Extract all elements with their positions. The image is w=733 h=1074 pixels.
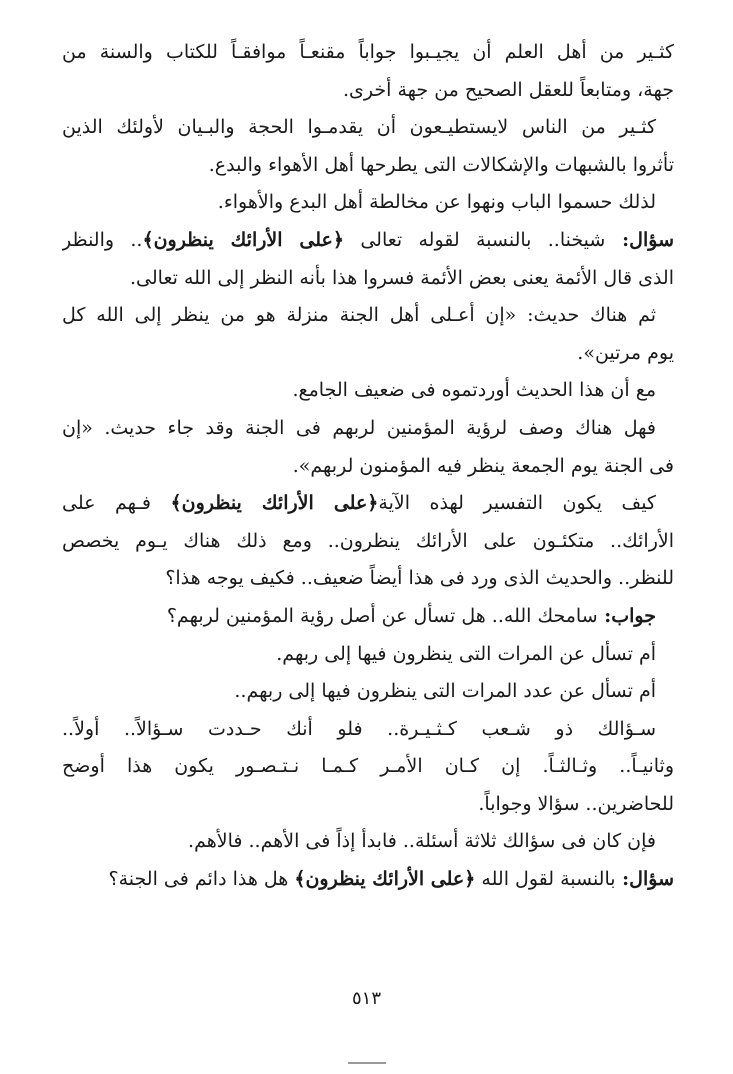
text-line (62, 485, 674, 523)
text-run: وثانيـاً.. وثـالثـاً. إن كـان الأمـر كـمـا نـتـصـور يكون هذا أوضح (62, 755, 674, 778)
text-run: الذى قال الأئمة يعنى بعض الأئمة فسروا هذا بأنه النظر إلى الله تعالى. (130, 266, 674, 289)
text-line (62, 748, 674, 786)
text-line (62, 184, 674, 222)
text-run: كثـير من أهل العلم أن يجيـبوا جواباً مقنعـاً موافقـاً للكتاب والسنة من (62, 41, 674, 63)
text-line (62, 260, 674, 298)
text-run: فى الجنة يوم الجمعة ينظر فيه المؤمنون لربهم». (292, 454, 674, 477)
text-run: للحاضرين.. سؤالا وجواباً. (478, 792, 674, 815)
text-run: بالنسبة لقول الله (475, 868, 616, 891)
text-line (62, 72, 674, 110)
text-run: فإن كان فى سؤالك ثلاثة أسئلة.. فابدأ إذاً فى الأهم.. فالأهم. (188, 830, 656, 853)
text-run: كثـير من الناس لايستطيـعون أن يقدمـوا الحجة والبـيان لأولئك الذين (62, 116, 656, 139)
text-line (62, 335, 674, 373)
text-run: للنظر.. والحديث الذى ورد فى هذا أيضاً ضعيف.. فكيف يوجه هذا؟ (165, 567, 674, 590)
text-line (62, 410, 674, 448)
text-run: شيخنا.. بالنسبة لقوله تعالى (344, 228, 606, 251)
emphasized-text: جواب: (597, 604, 656, 627)
page-bottom-rule (348, 1062, 386, 1064)
text-line (62, 673, 674, 711)
page-number: ٥١٣ (351, 988, 381, 1009)
text-run: أم تسأل عن عدد المرات التى ينظرون فيها إلى ربهم.. (234, 680, 656, 703)
emphasized-text: ﴿على الأرائك ينظرون﴾ (294, 868, 476, 891)
text-line (62, 711, 674, 749)
text-run: جهة، ومتابعاً للعقل الصحيح من جهة أخرى. (343, 78, 674, 101)
text-run: يوم مرتين». (577, 341, 674, 364)
text-line (62, 786, 674, 824)
text-line (62, 34, 674, 72)
text-line (62, 147, 674, 185)
text-run: سامحك الله.. هل تسأل عن أصل رؤية المؤمنين لربهم؟ (166, 604, 598, 627)
page-text-body (62, 34, 674, 899)
emphasized-text: ﴿على الأرائك ينظرون﴾ (170, 492, 379, 515)
text-run: مع أن هذا الحديث أوردتموه فى ضعيف الجامع. (292, 379, 656, 402)
text-run: تأثروا بالشبهات والإشكالات التى يطرحها أهل الأهواء والبدع. (208, 153, 674, 176)
text-line (62, 109, 674, 147)
emphasized-text: ﴿على الأرائك ينظرون﴾ (142, 228, 345, 251)
text-run: لذلك حسموا الباب ونهوا عن مخالطة أهل البدع والأهواء. (217, 191, 656, 214)
emphasized-text: سؤال: (615, 868, 674, 891)
emphasized-text: سؤال: (605, 228, 674, 251)
text-line (62, 297, 674, 335)
text-line (62, 636, 674, 674)
text-line (62, 448, 674, 486)
text-run: فهل هناك وصف لرؤية المؤمنين لربهم فى الجنة وقد جاء حديث. «إن (62, 416, 656, 439)
text-line (62, 598, 674, 636)
text-line (62, 560, 674, 598)
text-run: ثم هناك حديث: «إن أعـلى أهل الجنة منزلة هو من ينظر إلى الله كل (62, 304, 656, 327)
text-run: أم تسأل عن المرات التى ينظرون فيها إلى ربهم. (276, 642, 656, 665)
text-run: .. والنظر (62, 228, 143, 251)
text-line (62, 823, 674, 861)
text-run: كيف يكون التفسير لهذه الآية (378, 492, 656, 515)
text-run: الأرائك.. متكئـون على الأرائك ينظرون.. ومع ذلك هناك يـوم يخصص (62, 529, 674, 552)
text-line (62, 222, 674, 260)
text-line (62, 372, 674, 410)
text-line (62, 861, 674, 899)
text-line (62, 523, 674, 561)
text-run: هل هذا دائم فى الجنة؟ (108, 868, 295, 891)
text-run: فـهم على (62, 492, 171, 515)
text-run: سـؤالك ذو شـعب كـثـيـرة.. فلو أنك حـددت سـؤالاً.. أولاً.. (62, 717, 656, 740)
